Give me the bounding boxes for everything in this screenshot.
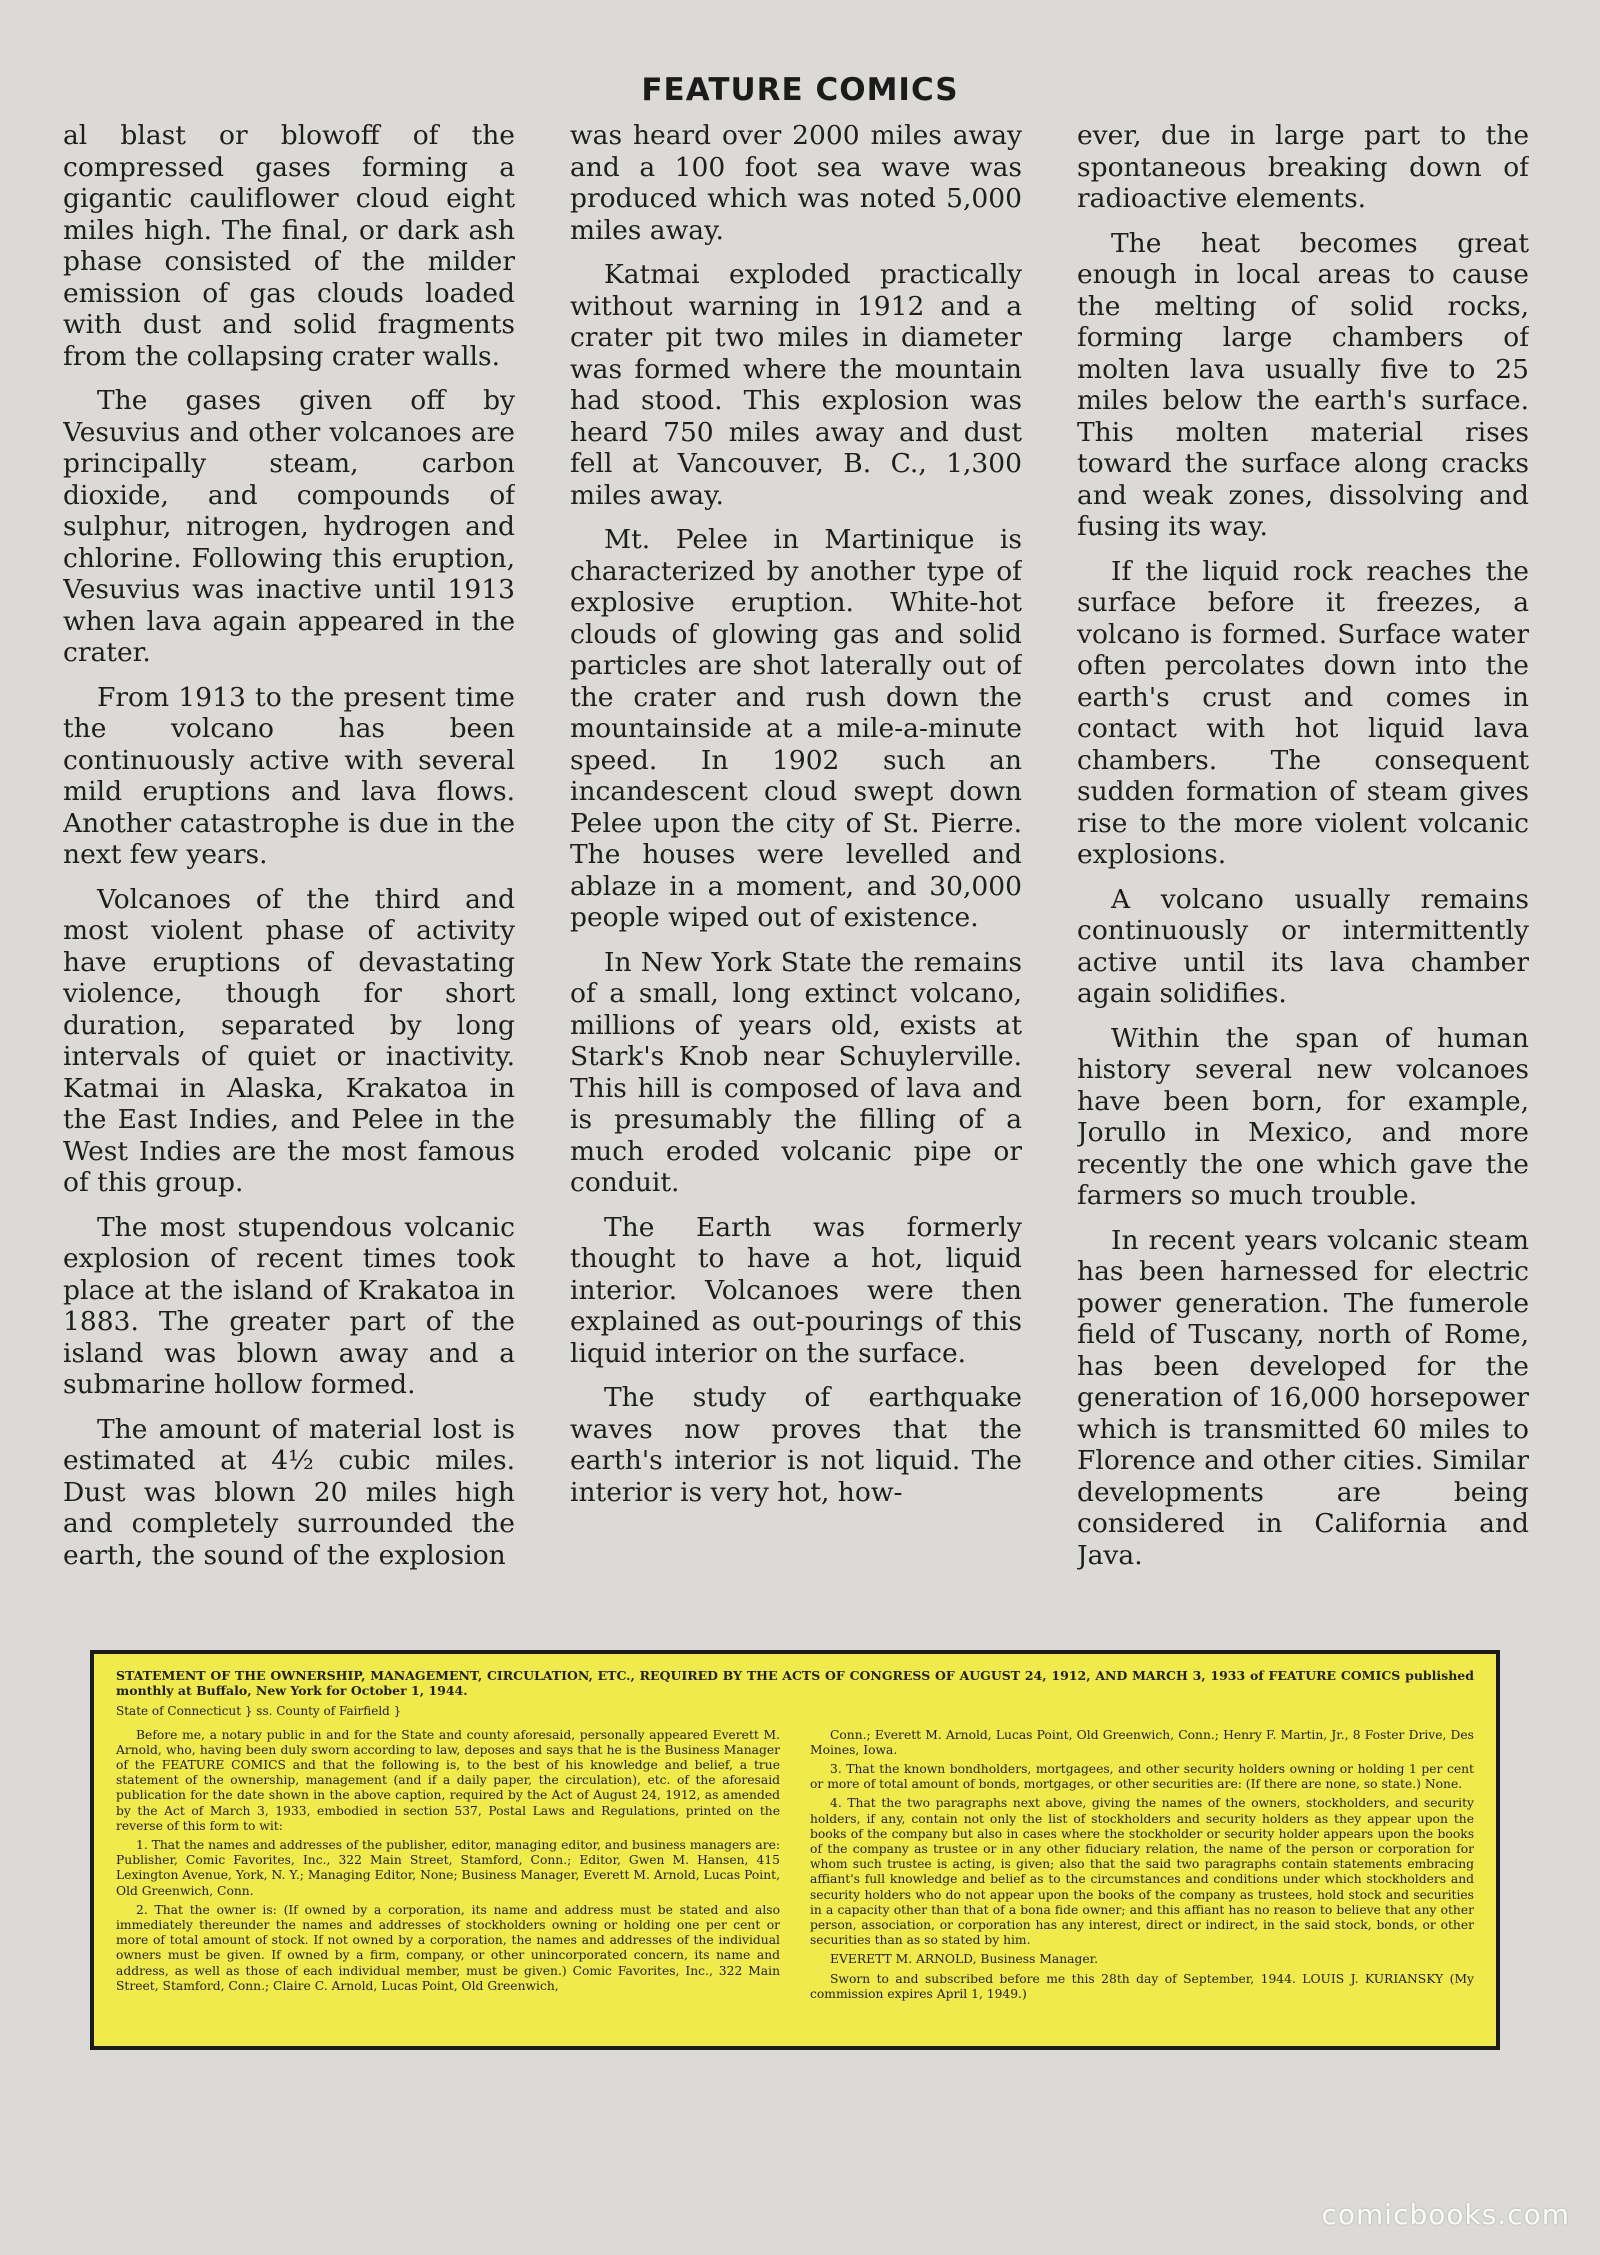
- article-paragraph: The heat becomes great enough in local areas to cause the melting of solid rocks, forming large chambers of molten lava usually five to 25 miles below the earth's surface. This molten material rises toward the surface along cracks and weak zones, dissolving and fusing its way.: [1077, 227, 1529, 542]
- statement-paragraph: Conn.; Everett M. Arnold, Lucas Point, Old Greenwich, Conn.; Henry F. Martin, Jr., 8 Foster Drive, Des Moines, Iowa.: [810, 1727, 1474, 1757]
- article-paragraph: A volcano usually remains continuously or intermittently active until its lava chamber again solidifies.: [1077, 883, 1529, 1009]
- statement-paragraph: 1. That the names and addresses of the publisher, editor, managing editor, and business managers are: Publisher, Comic Favorites, Inc., 322 Main Street, Stamford, Conn.; Editor, Gwen M. Hansen, 415 Lexington Avenue, York, N. Y.; Managing Editor, None; Business Manager, Everett M. Arnold, Lucas Point, Old Greenwich, Conn.: [116, 1838, 780, 1898]
- article-paragraph: al blast or blowoff of the compressed gases forming a gigantic cauliflower cloud eight miles high. The final, or dark ash phase consisted of the milder emission of gas clouds loaded with dust and solid fragments from the collapsing crater walls.: [63, 120, 515, 372]
- article-paragraph: was heard over 2000 miles away and a 100 foot sea wave was produced which was noted 5,000 miles away.: [570, 120, 1022, 246]
- statement-column-right: [810, 1728, 1474, 2006]
- article-paragraph: Within the span of human history several new volcanoes have been born, for example, Jorullo in Mexico, and more recently the one which gave the farmers so much trouble.: [1077, 1022, 1529, 1211]
- article-column-3: [1077, 120, 1529, 1590]
- article-paragraph: If the liquid rock reaches the surface before it freezes, a volcano is formed. Surface water often percolates down into the earth's crust and comes in contact with hot liquid lava chambers. The consequent sudden formation of steam gives rise to the more violent volcanic explosions.: [1077, 555, 1529, 870]
- article-paragraph: In recent years volcanic steam has been harnessed for electric power generation. The fumerole field of Tuscany, north of Rome, has been developed for the generation of 16,000 horsepower which is transmitted 60 miles to Florence and other cities. Similar developments are being considered in California and Java.: [1077, 1224, 1529, 1571]
- statement-paragraph: Before me, a notary public in and for the State and county aforesaid, personally appeared Everett M. Arnold, who, having been duly sworn according to law, deposes and says that he is the Business Manager of the FEATURE COMICS and that the following is, to the best of his knowledge and belief, a true statement of the ownership, management (and if a daily paper, the circulation), etc. of the aforesaid publication for the date shown in the above caption, required by the Act of August 24, 1912, as amended by the Act of March 3, 1933, embodied in section 537, Postal Laws and Regulations, printed on the reverse of this form to wit:: [116, 1727, 780, 1833]
- article-paragraph: ever, due in large part to the spontaneous breaking down of radioactive elements.: [1077, 120, 1529, 214]
- article-column-2: [570, 120, 1022, 1590]
- article-paragraph: Katmai exploded practically without warning in 1912 and a crater pit two miles in diameter was formed where the mountain had stood. This explosion was heard 750 miles away and dust fell at Vancouver, B. C., 1,300 miles away.: [570, 259, 1022, 511]
- statement-signature: EVERETT M. ARNOLD, Business Manager.: [830, 1952, 1099, 1967]
- article-paragraph: The study of earthquake waves now proves that the earth's interior is not liquid. The interior is very hot, how-: [570, 1382, 1022, 1508]
- article-paragraph: The amount of material lost is estimated at 4½ cubic miles. Dust was blown 20 miles high and completely surrounded the earth, the sound of the explosion: [63, 1413, 515, 1571]
- statement-title: STATEMENT OF THE OWNERSHIP, MANAGEMENT, CIRCULATION, ETC., REQUIRED BY THE ACTS OF CONGRESS OF AUGUST 24, 1912, AND MARCH 3, 1933 of FEATURE COMICS published monthly at Buffalo, New York for October 1, 1944.: [116, 1668, 1474, 1699]
- page-title: [0, 72, 1600, 108]
- statement-column-left: [116, 1728, 780, 2006]
- statement-paragraph: 4. That the two paragraphs next above, giving the names of the owners, stockholders, and security holders, if any, contain not only the list of stockholders and security holders as they appear upon the books of the company but also in cases where the stockholder or security holder appears upon the books of the company as trustee or in any other fiduciary relation, the name of the person or corporation for whom such trustee is acting, is given; also that the said two paragraphs contain statements embracing affiant's full knowledge and belief as to the circumstances and conditions under which stockholders and security holders who do not appear upon the books of the company as trustees, hold stock and securities in a capacity other than that of a bona fide owner; and this affiant has no reason to believe that any other person, association, or corporation has any interest, direct or indirect, in the said stock, bonds, or other securities than as so stated by him.: [810, 1796, 1474, 1948]
- article-paragraph: Mt. Pelee in Martinique is characterized by another type of explosive eruption. White-hot clouds of glowing gas and solid particles are shot laterally out of the crater and rush down the mountainside at a mile-a-minute speed. In 1902 such an incandescent cloud swept down Pelee upon the city of St. Pierre. The houses were levelled and ablaze in a moment, and 30,000 people wiped out of existence.: [570, 524, 1022, 933]
- article-paragraph: The gases given off by Vesuvius and other volcanoes are principally steam, carbon dioxide, and compounds of sulphur, nitrogen, hydrogen and chlorine. Following this eruption, Vesuvius was inactive until 1913 when lava again appeared in the crater.: [63, 385, 515, 668]
- site-watermark: comicbooks.com: [1321, 2198, 1570, 2231]
- statement-paragraph: 3. That the known bondholders, mortgagees, and other security holders owning or holding 1 per cent or more of total amount of bonds, mortgages, or other securities are: (If there are none, so state.) None.: [810, 1762, 1474, 1792]
- article-paragraph: Volcanoes of the third and most violent phase of activity have eruptions of devastating violence, though for short duration, separated by long intervals of quiet or inactivity. Katmai in Alaska, Krakatoa in the East Indies, and Pelee in the West Indies are the most famous of this group.: [63, 883, 515, 1198]
- statement-sworn: Sworn to and subscribed before me this 28th day of September, 1944. LOUIS J. KURIANSKY (My commission expires April 1, 1949.): [810, 1971, 1474, 2001]
- page-title-text: FEATURE COMICS: [641, 72, 959, 108]
- article-column-1: [63, 120, 515, 1590]
- article-paragraph: From 1913 to the present time the volcano has been continuously active with several mild eruptions and lava flows. Another catastrophe is due in the next few years.: [63, 681, 515, 870]
- article-paragraph: In New York State the remains of a small, long extinct volcano, millions of years old, exists at Stark's Knob near Schuylerville. This hill is composed of lava and is presumably the filling of a much eroded volcanic pipe or conduit.: [570, 946, 1022, 1198]
- article-paragraph: The most stupendous volcanic explosion of recent times took place at the island of Krakatoa in 1883. The greater part of the island was blown away and a submarine hollow formed.: [63, 1211, 515, 1400]
- statement-venue: State of Connecticut } ss. County of Fairfield }: [116, 1704, 402, 1719]
- statement-paragraph: 2. That the owner is: (If owned by a corporation, its name and address must be stated and also immediately thereunder the names and addresses of stockholders owning or holding one per cent or more of total amount of stock. If not owned by a corporation, the names and addresses of the individual owners must be given. If owned by a firm, company, or other unincorporated concern, its name and address, as well as those of each individual member, must be given.) Comic Favorites, Inc., 322 Main Street, Stamford, Conn.; Claire C. Arnold, Lucas Point, Old Greenwich,: [116, 1902, 780, 1993]
- article-paragraph: The Earth was formerly thought to have a hot, liquid interior. Volcanoes were then explained as out-pourings of this liquid interior on the surface.: [570, 1211, 1022, 1369]
- ownership-statement-box: [90, 1650, 1500, 2050]
